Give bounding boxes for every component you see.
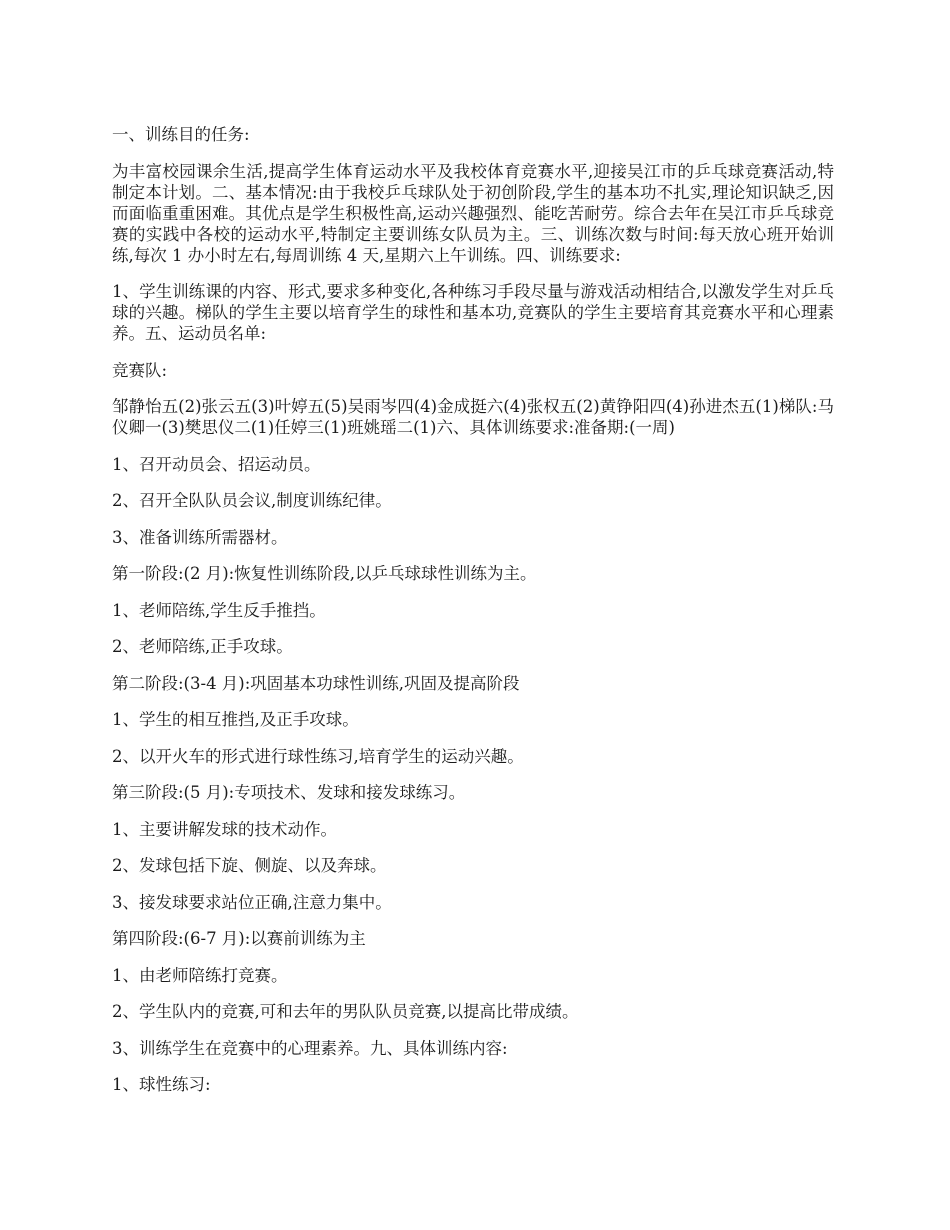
list-item: 3、准备训练所需器材。 <box>112 527 288 547</box>
document-body <box>112 124 834 1111</box>
list-item: 1、球性练习: <box>112 1075 211 1094</box>
list-item: 1、老师陪练,学生反手推挡。 <box>112 600 326 620</box>
stage-heading: 第四阶段:(6-7 月):以赛前训练为主 <box>112 929 366 948</box>
stage-heading: 第一阶段:(2 月):恢复性训练阶段,以乒乓球球性训练为主。 <box>112 564 537 583</box>
list-item: 2、学生队内的竞赛,可和去年的男队队员竞赛,以提高比带成绩。 <box>112 1002 579 1021</box>
paragraph-background: 为丰富校园课余生活,提高学生体育运动水平及我校体育竞赛水平,迎接吴江市的乒乓球竞赛活动,特制定本计划。二、基本情况:由于我校乒乓球队处于初创阶段,学生的基本功不扎实,理论知识缺乏,因而面临重重困难。其优点是学生积极性高,运动兴趣强烈、能吃苦耐劳。综合去年在吴江市乒乓球竞赛的实践中各校的运动水平,特制定主要训练女队员为主。三、训练次数与时间:每天放心班开始训练,每次 1 办小时左右,每周训练 4 天,星期六上午训练。四、训练要求: <box>112 161 834 265</box>
list-item: 3、接发球要求站位正确,注意力集中。 <box>112 892 392 912</box>
stage-heading: 第三阶段:(5 月):专项技术、发球和接发球练习。 <box>112 783 466 802</box>
list-item: 2、召开全队队员会议,制度训练纪律。 <box>112 491 392 510</box>
list-item: 1、由老师陪练打竞赛。 <box>112 965 288 985</box>
heading-competition-team: 竞赛队: <box>112 360 168 380</box>
stage-heading: 第二阶段:(3-4 月):巩固基本功球性训练,巩固及提高阶段 <box>112 673 520 693</box>
list-item: 1、学生的相互推挡,及正手攻球。 <box>112 710 359 729</box>
list-item: 1、召开动员会、招运动员。 <box>112 454 321 474</box>
section-heading-training-goals: 一、训练目的任务: <box>112 125 250 144</box>
list-item: 2、发球包括下旋、侧旋、以及奔球。 <box>112 856 387 875</box>
list-item: 3、训练学生在竞赛中的心理素养。九、具体训练内容: <box>112 1038 508 1058</box>
list-item: 2、以开火车的形式进行球性练习,培育学生的运动兴趣。 <box>112 746 524 766</box>
list-item: 1、主要讲解发球的技术动作。 <box>112 819 337 839</box>
paragraph-requirements: 1、学生训练课的内容、形式,要求多种变化,各种练习手段尽量与游戏活动相结合,以激发学生对乒乓球的兴趣。梯队的学生主要以培育学生的球性和基本功,竞赛队的学生主要培育其竞赛水平和心理素养。五、运动员名单: <box>112 282 834 343</box>
list-item: 2、老师陪练,正手攻球。 <box>112 637 293 656</box>
paragraph-roster: 邹静怡五(2)张云五(3)叶婷五(5)吴雨岑四(4)金成挺六(4)张权五(2)黄铮阳四(4)孙进杰五(1)梯队:马仪卿一(3)樊思仪二(1)任婷三(1)班姚瑶二(1)六、具体训练要求:准备期:(一周) <box>112 397 834 437</box>
